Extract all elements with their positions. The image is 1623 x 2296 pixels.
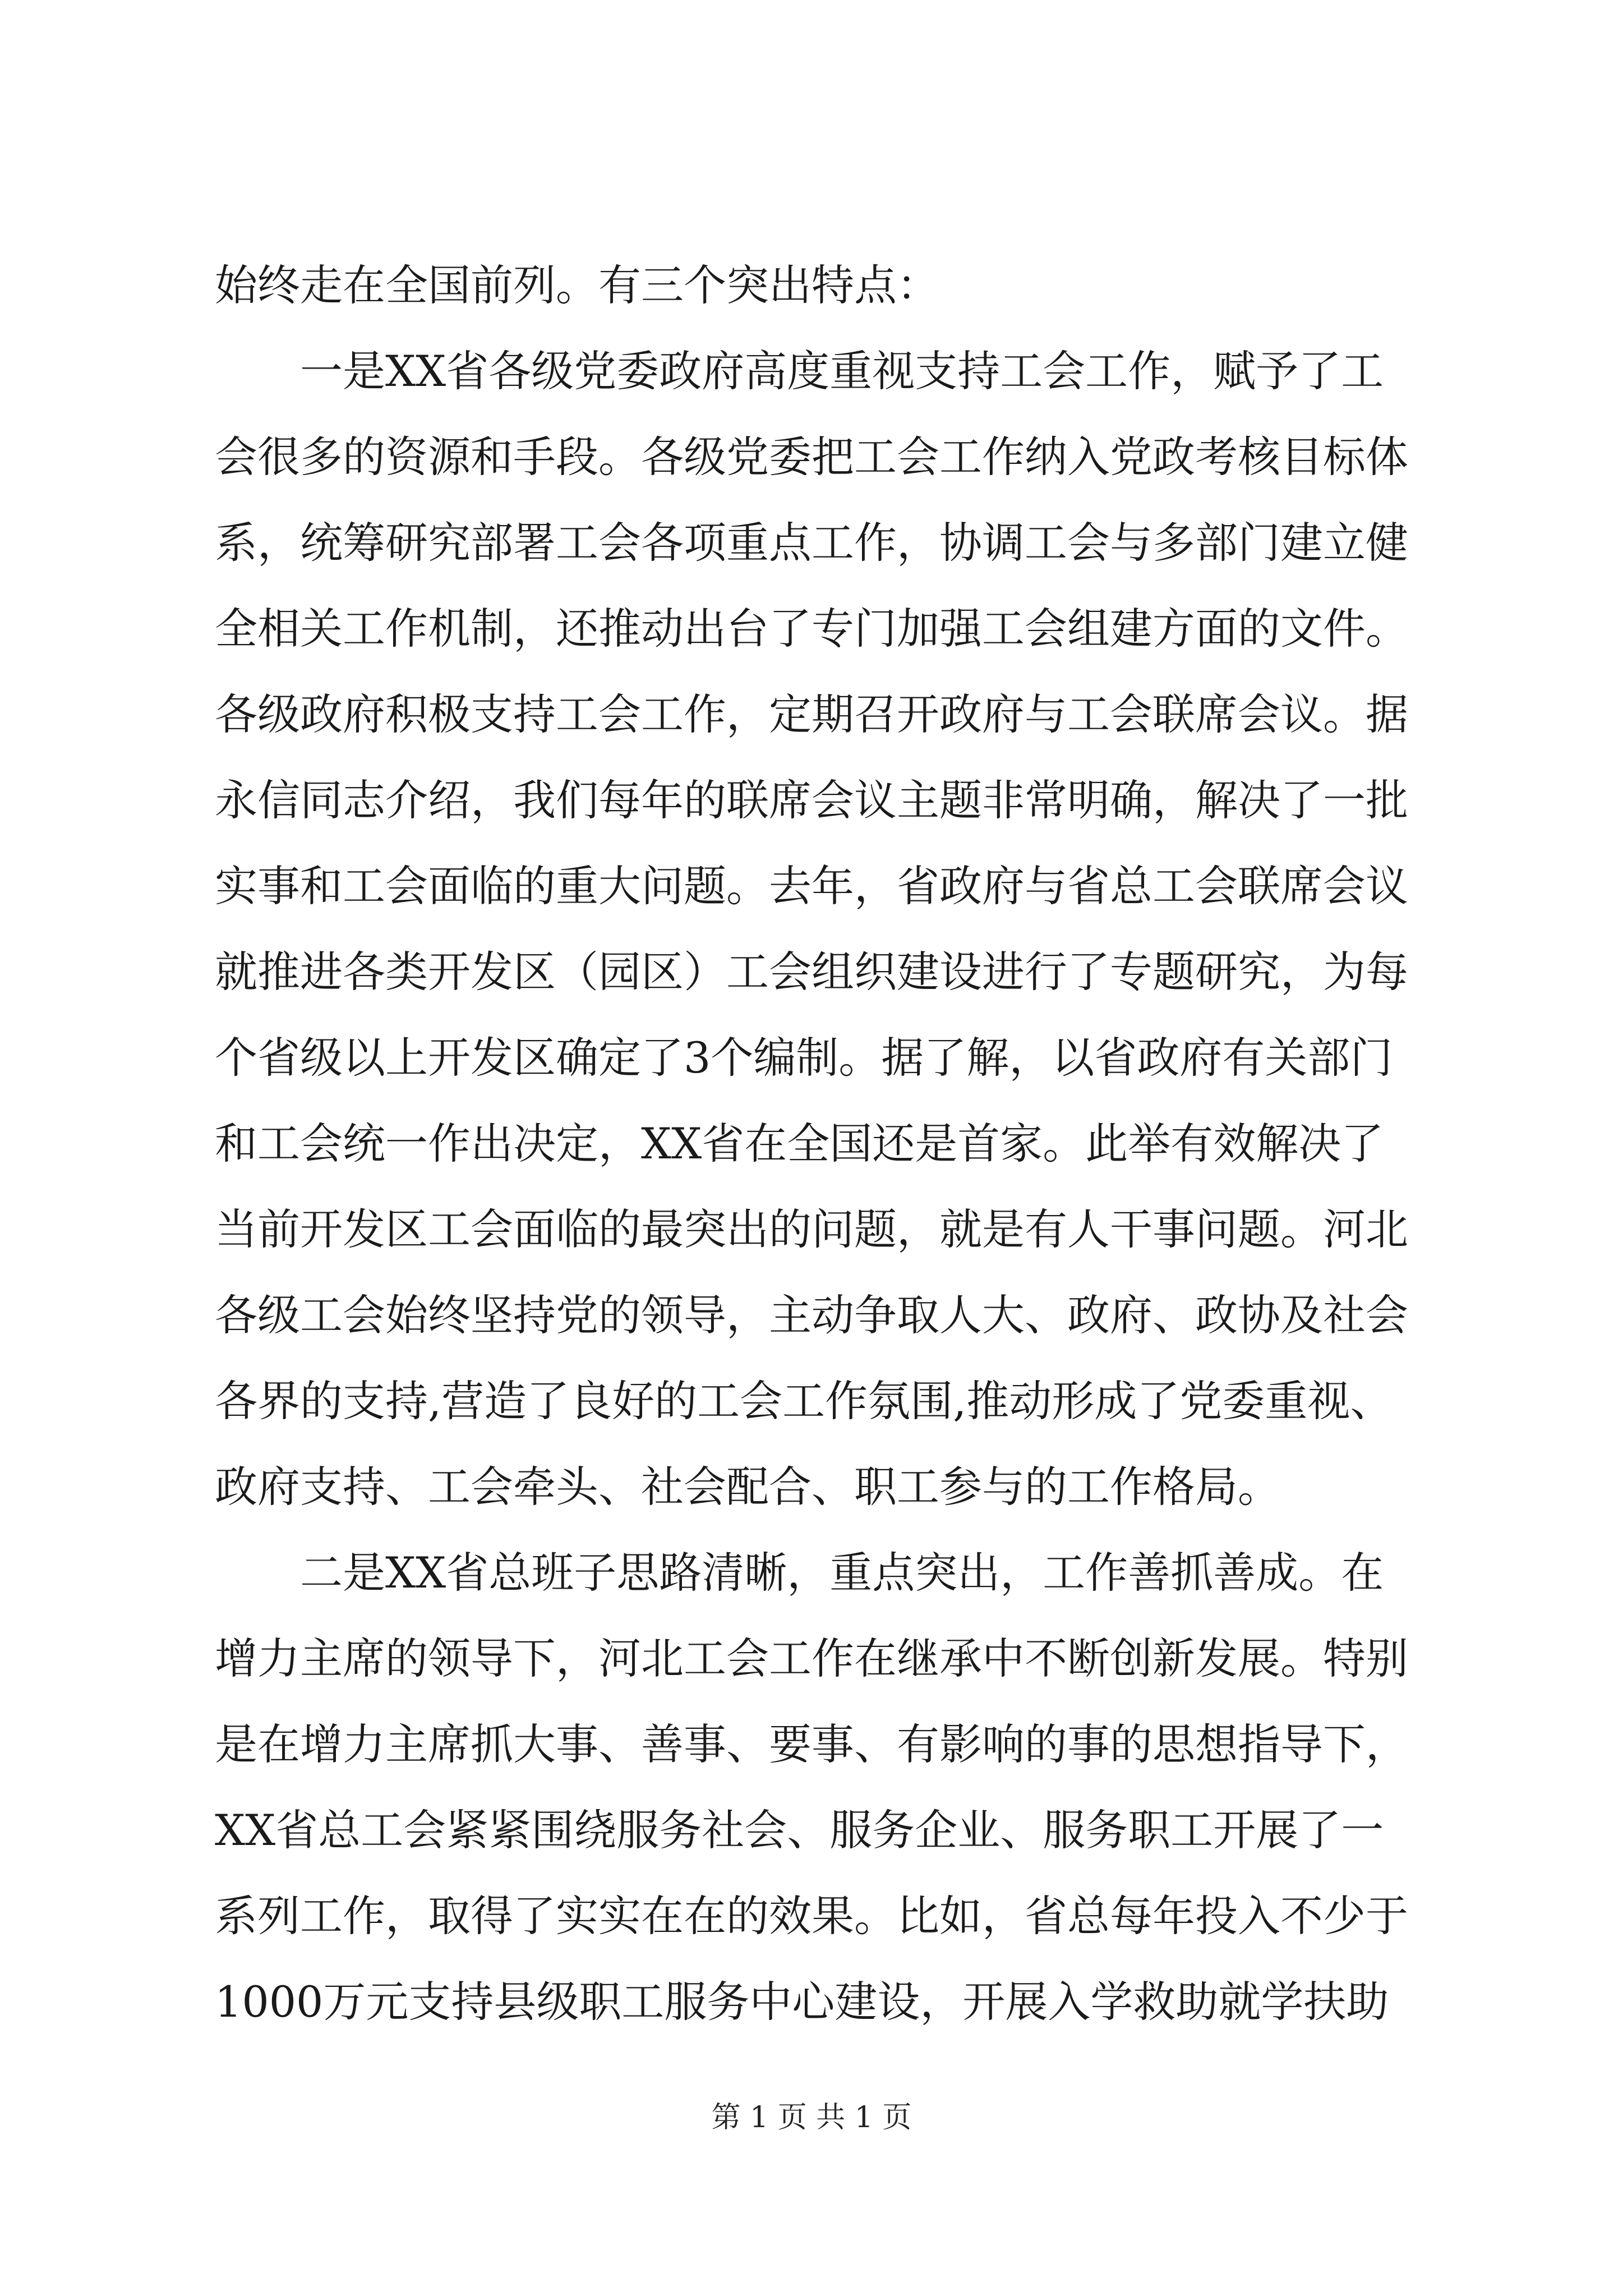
text-line: 系，统筹研究部署工会各项重点工作，协调工会与多部门建立健 (215, 518, 1408, 568)
text-line: 永信同志介绍，我们每年的联席会议主题非常明确，解决了一批 (215, 775, 1408, 825)
text-line: 二是XX省总班子思路清晰，重点突出，工作善抓善成。在 (215, 1548, 1384, 1598)
text-line: XX省总工会紧紧围绕服务社会、服务企业、服务职工开展了一 (215, 1805, 1384, 1855)
text-line: 1000万元支持县级职工服务中心建设，开展入学救助就学扶助 (215, 1977, 1389, 2027)
text-line: 各界的支持,营造了良好的工会工作氛围,推动形成了党委重视、 (215, 1376, 1393, 1426)
text-line: 当前开发区工会面临的最突出的问题，就是有人干事问题。河北 (215, 1204, 1408, 1254)
page-number-footer: 第 1 页 共 1 页 (711, 2101, 912, 2134)
text-line: 始终走在全国前列。有三个突出特点： (215, 260, 939, 310)
text-line: 各级政府积极支持工会工作，定期召开政府与工会联席会议。据 (215, 689, 1408, 739)
text-line: 政府支持、工会牵头、社会配合、职工参与的工作格局。 (215, 1462, 1280, 1512)
text-line: 就推进各类开发区（园区）工会组织建设进行了专题研究，为每 (215, 947, 1408, 997)
text-line: 系列工作，取得了实实在在的效果。比如，省总每年投入不少于 (215, 1891, 1408, 1941)
text-line: 是在增力主席抓大事、善事、要事、有影响的事的思想指导下， (215, 1719, 1408, 1769)
text-line: 和工会统一作出决定，XX省在全国还是首家。此举有效解决了 (215, 1119, 1384, 1168)
text-line: 实事和工会面临的重大问题。去年，省政府与省总工会联席会议 (215, 861, 1408, 911)
text-line: 增力主席的领导下，河北工会工作在继承中不断创新发展。特别 (215, 1634, 1408, 1683)
text-line: 全相关工作机制，还推动出台了专门加强工会组建方面的文件。 (215, 604, 1408, 654)
text-line: 个省级以上开发区确定了3个编制。据了解，以省政府有关部门 (215, 1033, 1393, 1083)
text-line: 会很多的资源和手段。各级党委把工会工作纳入党政考核目标体 (215, 432, 1408, 482)
text-line: 各级工会始终坚持党的领导，主动争取人大、政府、政协及社会 (215, 1290, 1408, 1340)
body-text (215, 242, 1415, 2045)
text-line: 一是XX省各级党委政府高度重视支持工会工作，赋予了工 (215, 346, 1384, 396)
